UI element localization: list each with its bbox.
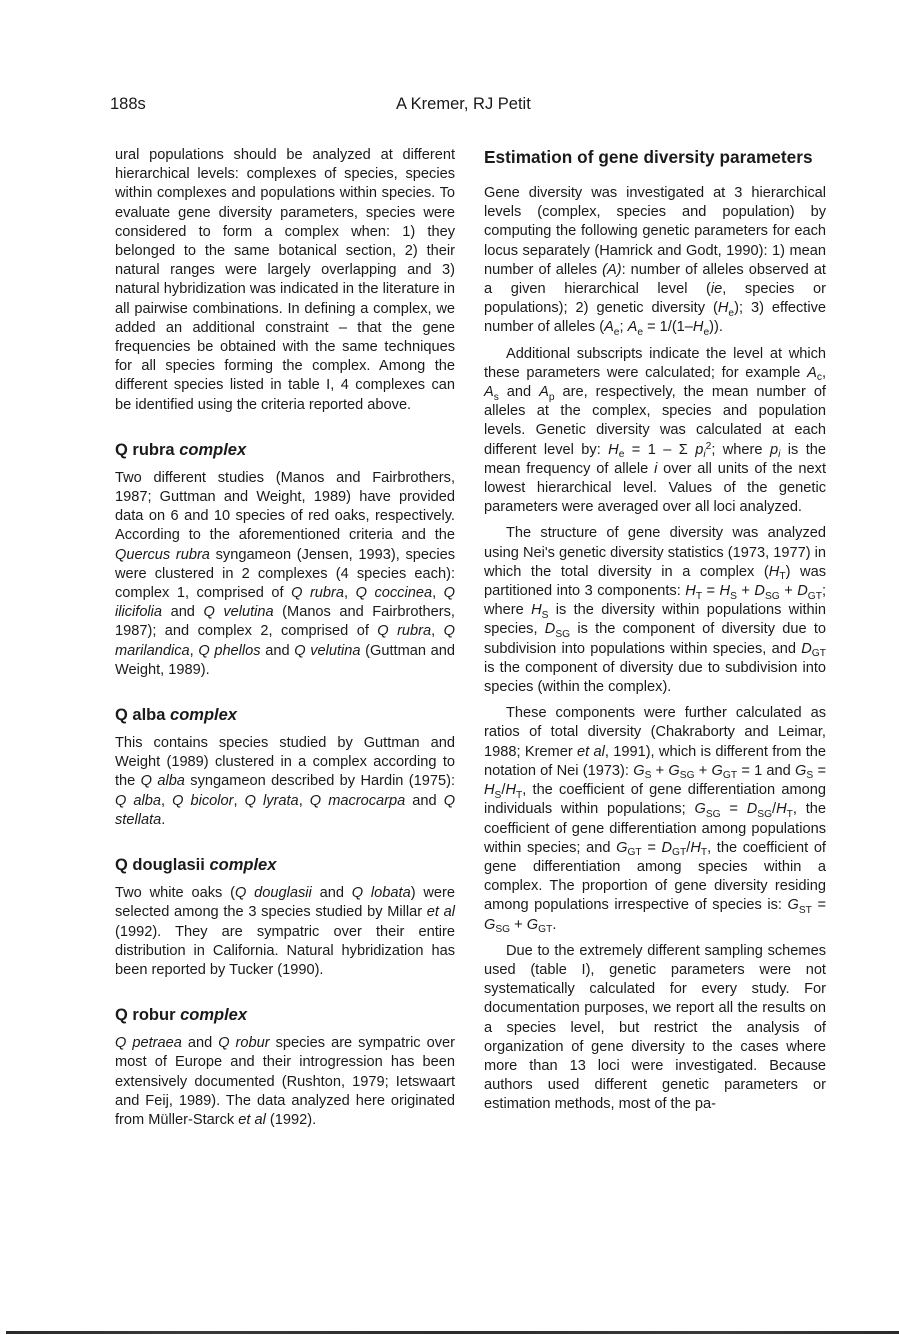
paragraph: Additional subscripts indicate the level at which these parameters were calculated; for example $A_c$, $A_s$ and $A_p$ are, respectively, the mean number of alleles at the complex, species and population levels. Genetic diversity was calculated at each different level by: $H_e = 1 - \Sigma$ $p_i^2$; where $p_i$ is the mean frequency of allele i over all units of the next lowest hierarchical level. Values of the genetic parameters were averaged over all loci analyzed. xyxy=(484,345,826,516)
heading-species: Q rubra xyxy=(115,440,175,459)
subsection-body: Two different studies (Manos and Fairbrothers, 1987; Guttman and Weight, 1989) have provided data on 6 and 10 species of red oaks, respectively. According to the aforementioned criteria and the Quercus rubra syngameon (Jensen, 1993), species were clustered in 2 complexes (4 species each): complex 1, comprised of Q rubra, Q coccinea, Q ilicifolia and Q velutina (Manos and Fairbrothers, 1987); and complex 2, comprised of Q rubra, Q marilandica, Q phellos and Q velutina (Guttman and Weight, 1989). xyxy=(115,469,455,678)
subsection-body: Q petraea and Q robur species are sympatric over most of Europe and their introgression has been extensively documented (Rushton, 1979; Ietswaart and Feij, 1989). The data analyzed here originated from Müller-Starck et al (1992). xyxy=(115,1035,455,1128)
subsection-q-alba xyxy=(115,680,455,830)
paragraph: Due to the extremely different sampling schemes used (table I), genetic parameters were not systematically calculated for every study. For documentation purposes, we report all the results on a species level, but restrict the analysis of organization of gene diversity to the cases where more than 13 loci were investigated. Because authors used different genetic parameters or estimation methods, most of the pa- xyxy=(484,942,826,1113)
running-head xyxy=(110,95,838,119)
heading-species: Q alba xyxy=(115,706,166,725)
section-title: Estimation of gene diversity parameters xyxy=(484,147,813,167)
intro-paragraph: ural populations should be analyzed at different hierarchical levels: complexes of species, species within complexes and populations within species. To evaluate gene diversity parameters, species were considered to form a complex when: 1) they belonged to the same botanical section, 2) their natural ranges were largely overlapping and 3) natural hybridization was indicated in the literature in all pairwise combinations. In defining a complex, we added an additional constraint – that the gene frequencies be obtained with the same techniques for all species forming the complex. Among the different species listed in table I, 4 complexes can be identified using the criteria reported above. xyxy=(115,147,455,413)
paragraph: The structure of gene diversity was analyzed using Nei's genetic diversity statistics (1973, 1977) in which the total diversity in a complex $(H_T)$ was partitioned into 3 components: $H_T = H_S + D_{SG} + D_{GT}$; where $H_S$ is the diversity within populations within species, $D_{SG}$ is the component of diversity due to subdivision into populations within species, and $D_{GT}$ is the component of diversity due to subdivision into species (within the complex). xyxy=(484,525,827,696)
page-number: 188s xyxy=(110,95,146,113)
heading-suffix: complex xyxy=(209,856,277,875)
heading-species: Q robur xyxy=(115,1006,176,1025)
subsection-heading xyxy=(115,1004,455,1026)
left-column xyxy=(115,146,455,1130)
subsection-q-robur xyxy=(115,980,455,1130)
subsection-heading xyxy=(115,704,455,726)
subsection-heading xyxy=(115,854,455,876)
scan-edge-divider xyxy=(6,1331,899,1334)
subsection-q-rubra xyxy=(115,415,455,680)
subsection-heading xyxy=(115,439,455,461)
heading-suffix: complex xyxy=(170,706,237,725)
running-head-authors: A Kremer, RJ Petit xyxy=(396,95,531,113)
heading-suffix: complex xyxy=(180,1006,248,1025)
paragraph: Gene diversity was investigated at 3 hierarchical levels (complex, species and population) by computing the following genetic parameters for each locus separately (Hamrick and Godt, 1990): 1) mean number of alleles (A): number of alleles observed at a given hierarchical level (ie, species or populations); 2) genetic diversity $(H_e)$; 3) effective number of alleles ($A_e$; $A_e = 1/(1-H_e)$). xyxy=(484,185,827,338)
subsection-q-douglasii xyxy=(115,830,455,980)
paragraph: These components were further calculated as ratios of total diversity (Chakraborty and Leimar, 1988; Kremer et al, 1991), which is different from the notation of Nei (1973): $G_S + G_{SG} + G_{GT} = 1$ and $G_S = H_S/H_T$, the coefficient of gene differentiation among individuals within populations; $G_{SG} = D_{SG}/H_T$, the coefficient of gene differentiation among populations within species; and $G_{GT} = D_{GT}/H_T$, the coefficient of gene differentiation among species within a complex. The proportion of gene diversity residing among populations irrespective of species is: $G_{ST} = G_{SG} + G_{GT}$. xyxy=(484,705,827,936)
heading-suffix: complex xyxy=(179,440,247,459)
subsection-body: Two white oaks (Q douglasii and Q lobata) were selected among the 3 species studied by Millar et al (1992). They are sympatric over their entire distribution in California. Natural hybridization has been reported by Tucker (1990). xyxy=(115,885,456,978)
subsection-body: This contains species studied by Guttman and Weight (1989) clustered in a complex according to the Q alba syngameon described by Hardin (1975): Q alba, Q bicolor, Q lyrata, Q macrocarpa and Q stellata. xyxy=(115,735,456,828)
right-column xyxy=(484,146,826,1115)
heading-species: Q douglasii xyxy=(115,856,205,875)
